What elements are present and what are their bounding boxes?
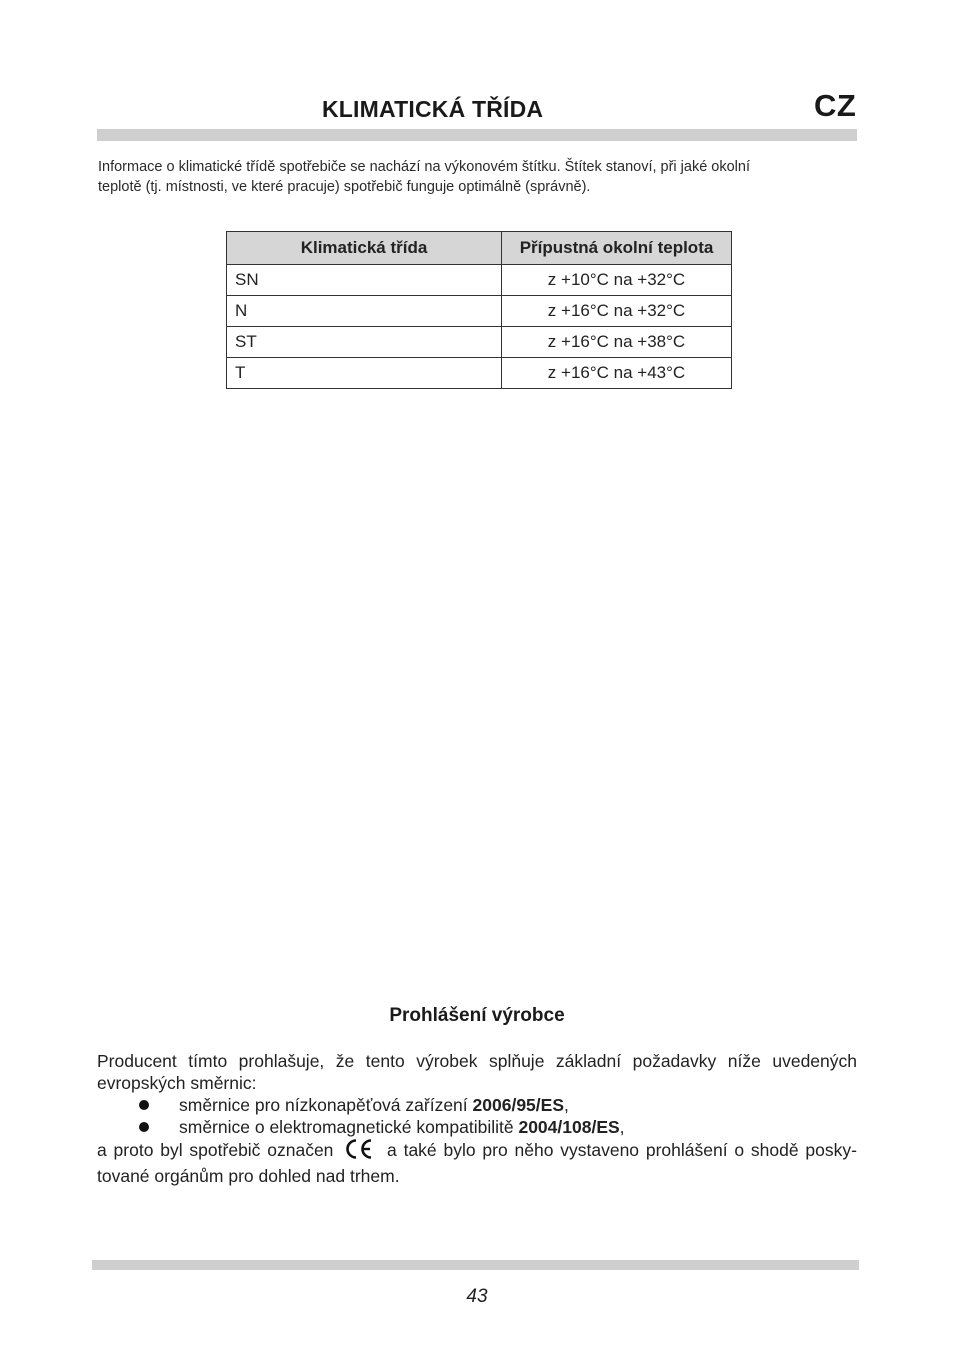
- cell-temperature: z +16°C na +32°C: [502, 296, 732, 327]
- table-row: [227, 327, 732, 358]
- closing-after-mark: a také bylo pro něho vystaveno prohlášení o shodě posky-: [387, 1140, 857, 1160]
- declaration-heading: Prohlášení výrobce: [389, 1005, 565, 1026]
- declaration-body: [97, 1050, 857, 1187]
- intro-line-2: teplotě (tj. místnosti, ve které pracuje) spotřebič funguje optimálně (správně).: [98, 179, 591, 195]
- table-row: [227, 296, 732, 327]
- directive-text: směrnice o elektromagnetické kompatibilitě: [179, 1117, 519, 1137]
- page-title: KLIMATICKÁ TŘÍDA: [322, 96, 544, 122]
- bullet-icon: [139, 1100, 149, 1110]
- directive-suffix: ,: [564, 1095, 569, 1115]
- language-code: CZ: [814, 88, 857, 123]
- declaration-closing-line-2: tované orgánům pro dohled nad trhem.: [97, 1166, 400, 1186]
- table-row: [227, 265, 732, 296]
- declaration-para-line-1: Producent tímto prohlašuje, že tento výrobek splňuje základní požadavky níže uvedených: [97, 1051, 857, 1071]
- list-item: [97, 1116, 857, 1138]
- directive-code: 2006/95/ES: [472, 1095, 564, 1115]
- cell-temperature: z +10°C na +32°C: [502, 265, 732, 296]
- directive-code: 2004/108/ES: [518, 1117, 620, 1137]
- directive-list: [97, 1094, 857, 1138]
- cell-class: N: [227, 296, 502, 327]
- declaration-closing-line-1: [97, 1138, 857, 1165]
- cell-temperature: z +16°C na +43°C: [502, 358, 732, 389]
- cell-class: SN: [227, 265, 502, 296]
- bullet-icon: [139, 1122, 149, 1132]
- list-item: [97, 1094, 857, 1116]
- column-header-temperature: Přípustná okolní teplota: [502, 232, 732, 265]
- directive-text: směrnice pro nízkonapěťová zařízení: [179, 1095, 473, 1115]
- intro-line-1: Informace o klimatické třídě spotřebiče se nachází na výkonovém štítku. Štítek stanoví, při jaké okolní: [98, 159, 750, 175]
- page-number: 43: [466, 1286, 488, 1307]
- table-header-row: [227, 232, 732, 265]
- climate-class-table: [226, 231, 732, 389]
- ce-mark-icon: [344, 1138, 374, 1165]
- cell-class: ST: [227, 327, 502, 358]
- closing-before-mark: a proto byl spotřebič označen: [97, 1140, 334, 1160]
- top-divider: [97, 129, 857, 141]
- intro-text: [98, 157, 838, 197]
- cell-temperature: z +16°C na +38°C: [502, 327, 732, 358]
- column-header-class: Klimatická třída: [227, 232, 502, 265]
- declaration-para-line-2: evropských směrnic:: [97, 1073, 257, 1093]
- directive-suffix: ,: [619, 1117, 625, 1137]
- cell-class: T: [227, 358, 502, 389]
- table-row: [227, 358, 732, 389]
- bottom-divider: [92, 1260, 859, 1270]
